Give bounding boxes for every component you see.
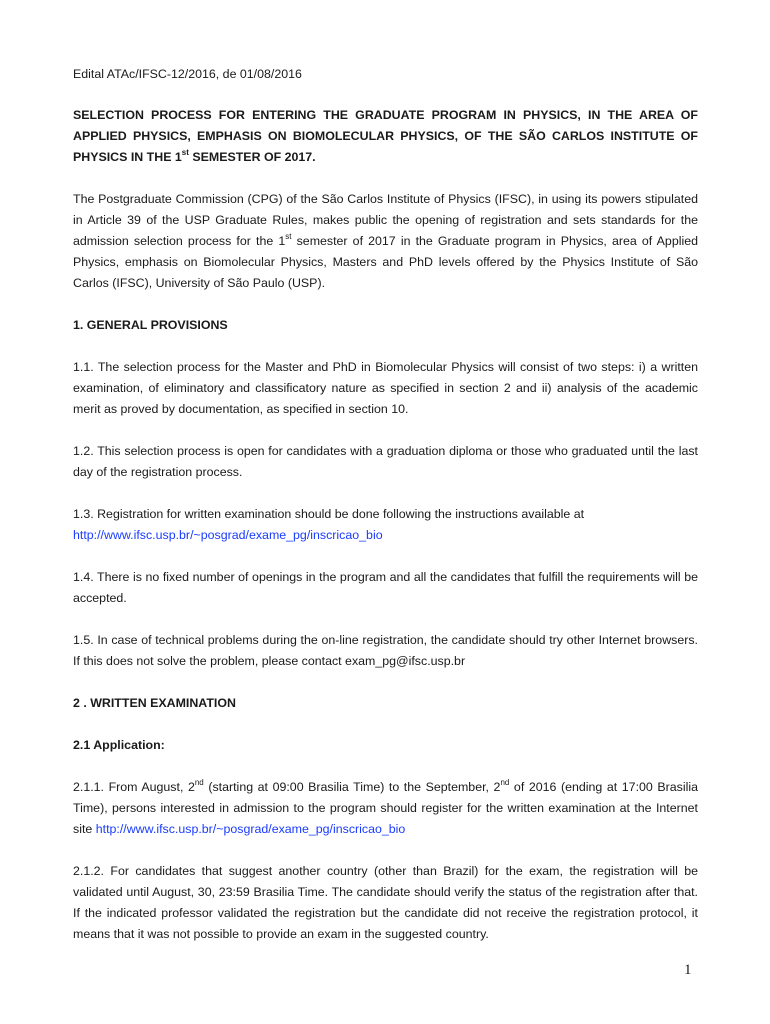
section-2-1-heading: 2.1 Application: <box>73 738 165 752</box>
paragraph-2-1-1-c: of 2016 (ending at 17:00 Brasilia Time), persons interested in admission to the program should register for the written examination at the Internet site <box>73 780 698 836</box>
section-2-heading: 2 . WRITTEN EXAMINATION <box>73 696 236 710</box>
superscript-nd-2: nd <box>500 777 510 787</box>
registration-link[interactable]: http://www.ifsc.usp.br/~posgrad/exame_pg/inscricao_bio <box>73 528 383 542</box>
title-superscript: st <box>181 147 189 157</box>
application-link[interactable]: http://www.ifsc.usp.br/~posgrad/exame_pg/inscricao_bio <box>95 822 406 836</box>
intro-superscript: st <box>285 231 292 241</box>
intro-paragraph <box>73 189 698 294</box>
intro-text-end: semester of 2017 in the Graduate program in Physics, area of Applied Physics, emphasis on Biomolecular Physics, Masters and PhD levels offered by the Physics Institute of São Carlos (IFSC), University of São Paulo (USP). <box>73 234 699 290</box>
paragraph-1-1: 1.1. The selection process for the Master and PhD in Biomolecular Physics will consist of two steps: i) a written examination, of eliminatory and classificatory nature as specified in section 2 and ii) analysis of the academic merit as proved by documentation, as specified in section 10. <box>73 360 698 416</box>
paragraph-1-3-text: 1.3. Registration for written examination should be done following the instructions available at <box>73 507 585 521</box>
paragraph-1-2: 1.2. This selection process is open for candidates with a graduation diploma or those who graduated until the last day of the registration process. <box>73 444 698 479</box>
paragraph-2-1-2: 2.1.2. For candidates that suggest another country (other than Brazil) for the exam, the registration will be validated until August, 30, 23:59 Brasilia Time. The candidate should verify the status of the registration after that. If the indicated professor validated the registration but the candidate did not receive the registration protocol, it means that it was not possible to provide an exam in the suggested country. <box>73 864 698 941</box>
title-text: SELECTION PROCESS FOR ENTERING THE GRADUATE PROGRAM IN PHYSICS, IN THE AREA OF APPLIED PHYSICS, EMPHASIS ON BIOMOLECULAR PHYSICS, OF THE SÃO CARLOS INSTITUTE OF PHYSICS IN THE 1 <box>73 108 698 164</box>
intro-text: The Postgraduate Commission (CPG) of the São Carlos Institute of Physics (IFSC), in using its powers stipulated in Article 39 of the USP Graduate Rules, makes public the opening of registration and sets standards for the admission selection process for the 1 <box>73 192 698 248</box>
superscript-nd-1: nd <box>194 777 204 787</box>
page-number: 1 <box>684 962 692 978</box>
paragraph-1-4: 1.4. There is no fixed number of openings in the program and all the candidates that fulfill the requirements will be accepted. <box>73 570 698 605</box>
paragraph-1-3 <box>73 504 698 546</box>
title-text-end: SEMESTER OF 2017. <box>188 150 316 164</box>
document-title <box>73 105 698 168</box>
paragraph-2-1-1-a: 2.1.1. From August, 2 <box>73 780 195 794</box>
paragraph-2-1-1 <box>73 777 698 840</box>
paragraph-2-1-1-b: (starting at 09:00 Brasilia Time) to the September, 2 <box>203 780 501 794</box>
paragraph-1-5: 1.5. In case of technical problems during the on-line registration, the candidate should try other Internet browsers. If this does not solve the problem, please contact exam_pg@ifsc.usp.br <box>73 633 698 668</box>
section-1-heading: 1. GENERAL PROVISIONS <box>73 318 228 332</box>
edital-reference: Edital ATAc/IFSC-12/2016, de 01/08/2016 <box>73 67 302 81</box>
document-page <box>73 64 698 966</box>
